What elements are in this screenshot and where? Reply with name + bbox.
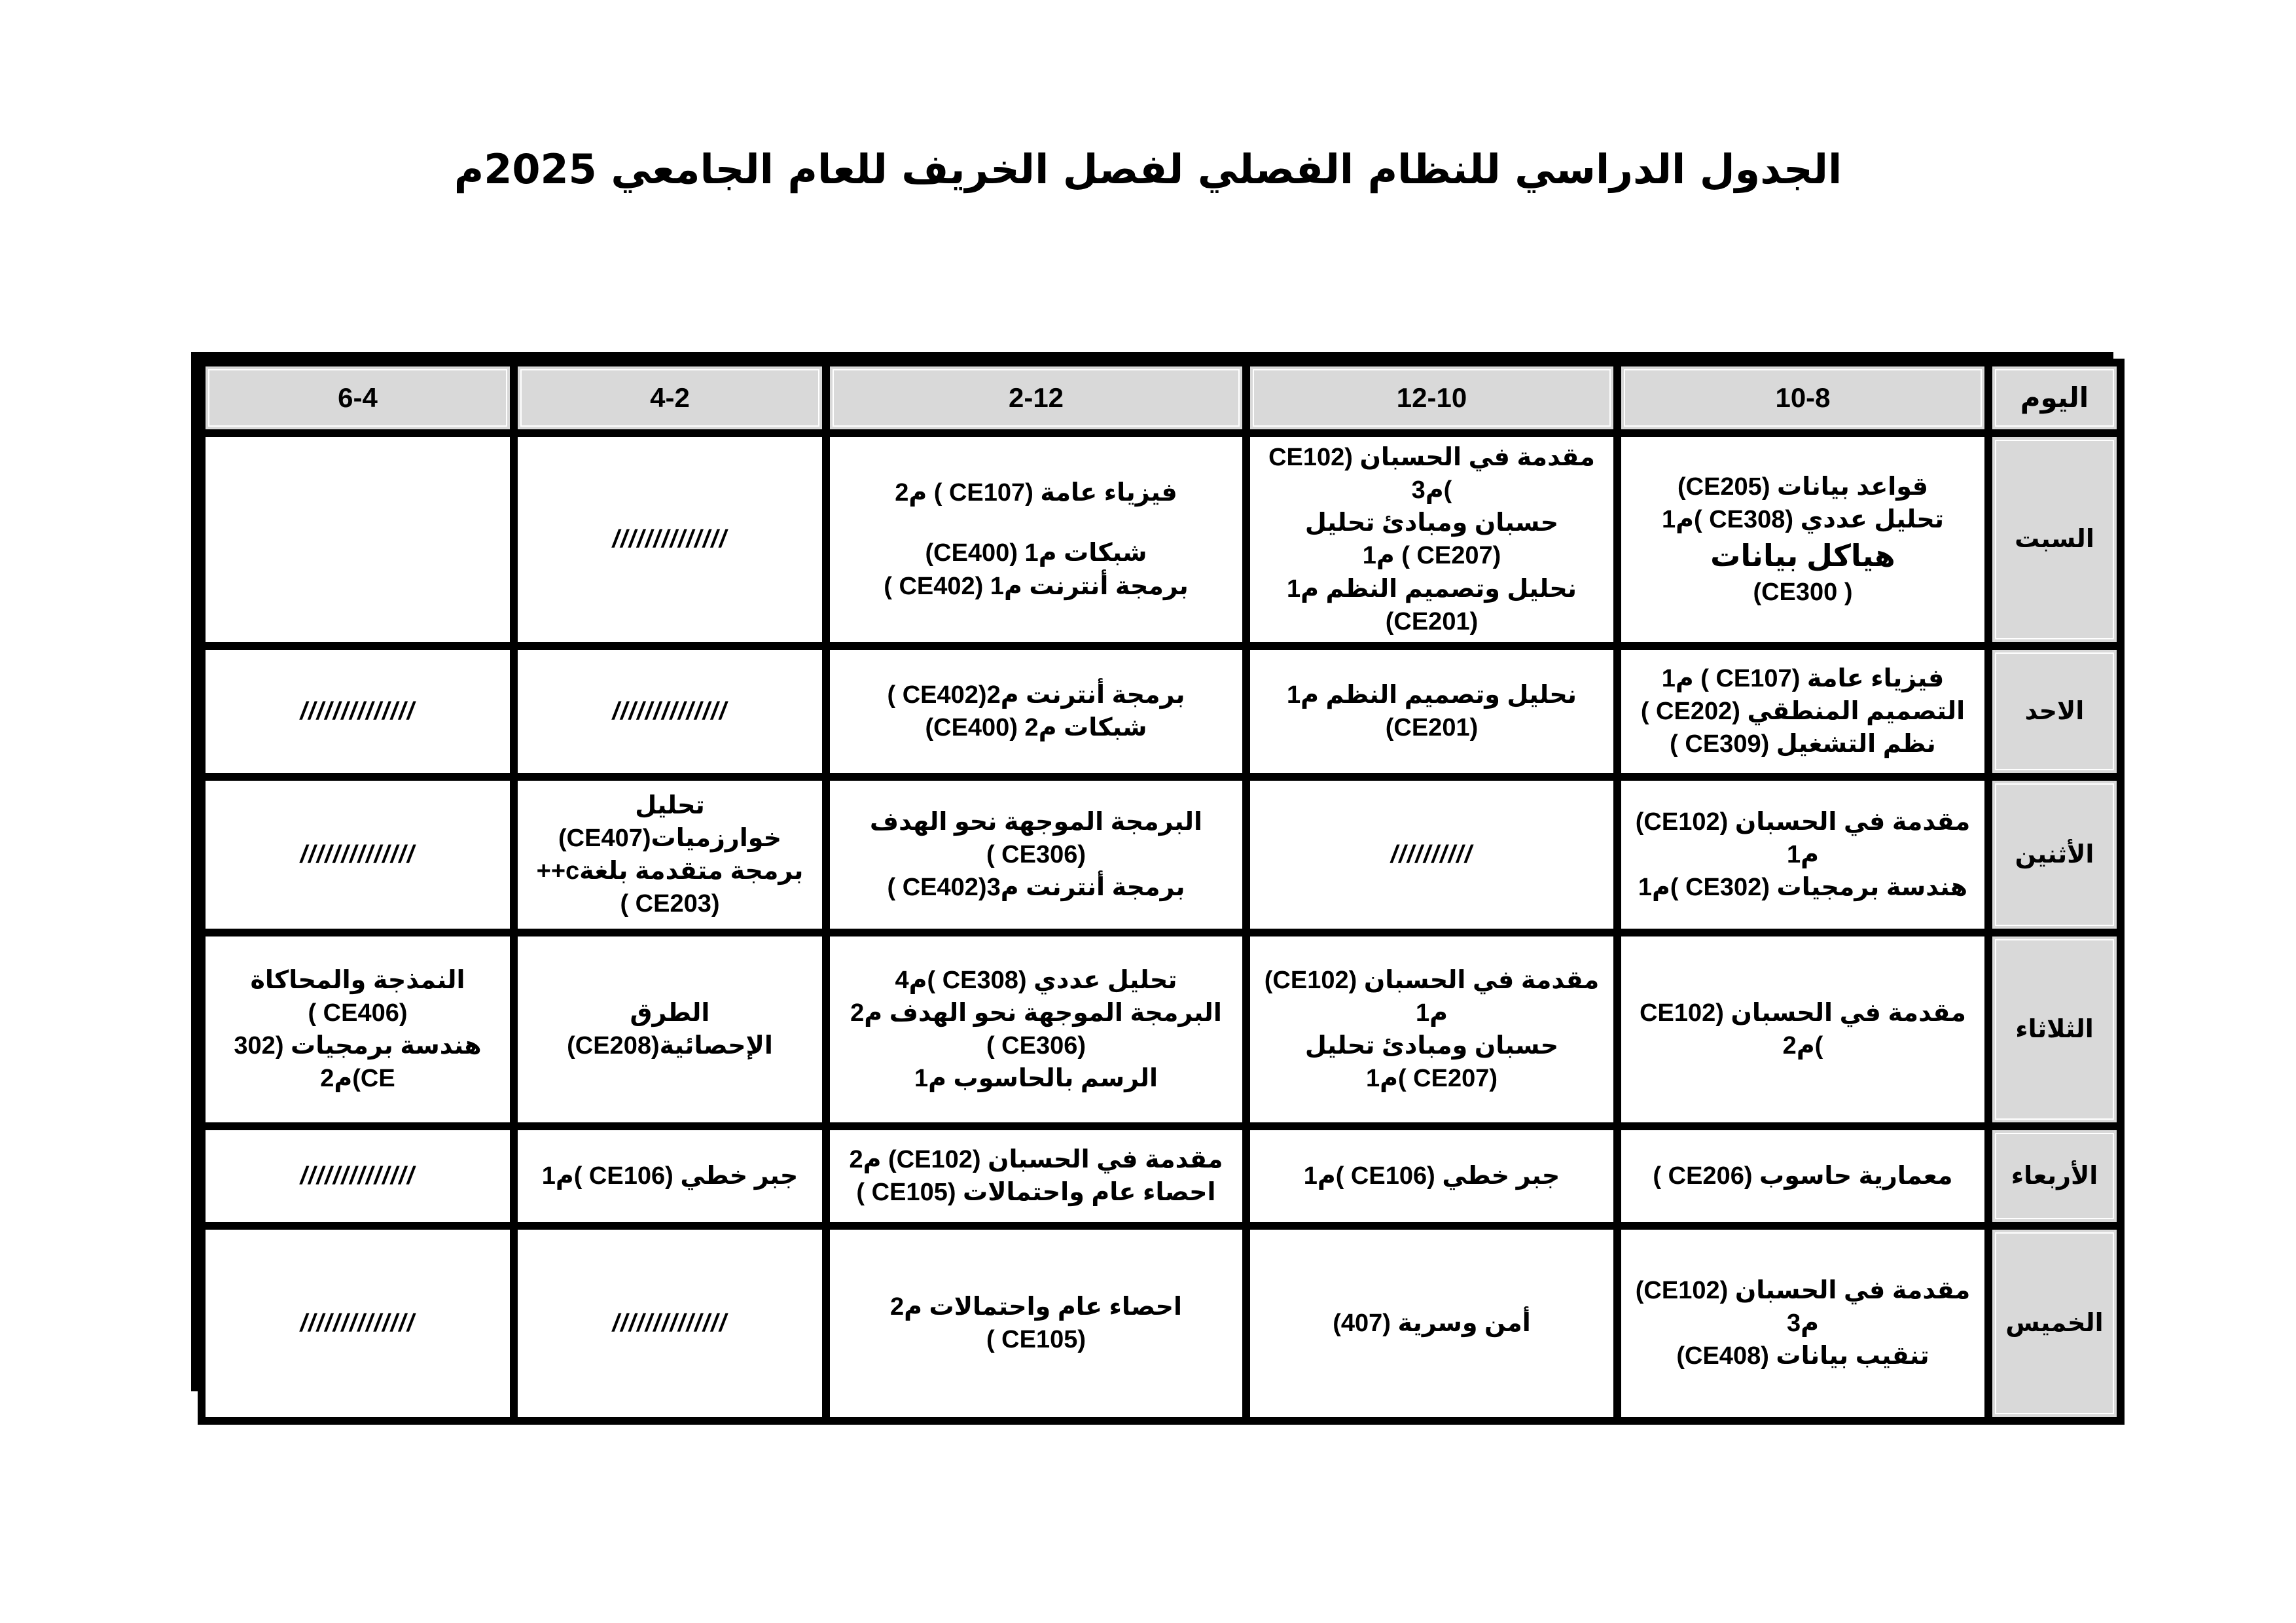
course-line: البرمجة الموجهة نحو الهدف [869, 808, 1203, 836]
schedule-cell [518, 650, 822, 773]
course-line: حسبان ومبادئ تحليل [1304, 509, 1559, 537]
course-line: قواعد بيانات (CE205) [1677, 473, 1929, 501]
course-line: معمارية حاسوب (CE206 ) [1653, 1162, 1953, 1190]
row-saturday [206, 437, 2117, 642]
course-line: (CE201) [1385, 607, 1479, 635]
header-day: اليوم [1992, 366, 2117, 429]
course-line: مقدمة في الحسبان (CE102 )م3 [1268, 444, 1595, 505]
row-sunday [206, 650, 2117, 773]
schedule-cell [518, 1130, 822, 1222]
course-line: تحليل عددي (CE308 )م4 [895, 966, 1177, 994]
course-line: جبر خطي (CE106 )م1 [541, 1162, 798, 1190]
course-line: برمجة أنترنت م1 (CE402 ) [884, 572, 1189, 600]
course-line: CE)م2 [320, 1065, 395, 1093]
empty-slot-marker: ////////// [1390, 840, 1473, 868]
course-line: مقدمة في الحسبان (CE102) م3 [1635, 1276, 1971, 1337]
empty-slot-marker: ////////////// [612, 697, 728, 725]
course-line: هندسة برمجيات (CE302 )م1 [1638, 874, 1968, 902]
schedule-cell [518, 781, 822, 929]
course-line: مقدمة في الحسبان (CE102) م1 [1635, 808, 1971, 868]
header-row [206, 366, 2117, 429]
header-slot-2-12: 2-12 [830, 366, 1242, 429]
course-line: أمن وسرية (407) [1333, 1309, 1531, 1337]
schedule-cell [830, 650, 1242, 773]
empty-slot-marker: ////////////// [300, 840, 416, 868]
day-cell: الثلاثاء [1992, 936, 2117, 1122]
row-tuesday [206, 936, 2117, 1122]
row-wednesday [206, 1130, 2117, 1222]
schedule-cell [1250, 781, 1613, 929]
course-line: نحليل وتصميم النظم م1 [1287, 681, 1577, 709]
course-line: البرمجة الموجهة نحو الهدف م2 [850, 999, 1222, 1027]
schedule-cell [1621, 781, 1984, 929]
course-line: الرسم بالحاسوب م1 [914, 1065, 1158, 1093]
header-slot-12-10: 12-10 [1250, 366, 1613, 429]
course-line: حسبان ومبادئ تحليل [1304, 1031, 1559, 1060]
schedule-cell [830, 936, 1242, 1122]
course-line: التصميم المنطقي (CE202 ) [1640, 697, 1965, 725]
day-cell: الاحد [1992, 650, 2117, 773]
schedule-cell [1250, 1230, 1613, 1417]
course-line: (CE306 ) [986, 840, 1086, 868]
schedule-cell [206, 1230, 510, 1417]
schedule-cell [206, 936, 510, 1122]
header-slot-4-2: 4-2 [518, 366, 822, 429]
schedule-cell [830, 781, 1242, 929]
schedule-cell [1250, 650, 1613, 773]
schedule-cell [206, 1130, 510, 1222]
schedule-cell [1621, 650, 1984, 773]
schedule-cell [1250, 437, 1613, 642]
schedule-cell [518, 936, 822, 1122]
course-line: جبر خطي (CE106 )م1 [1303, 1162, 1560, 1190]
course-line: تحليل عددي (CE308 )م1 [1661, 506, 1944, 534]
empty-slot-marker: ////////////// [300, 1309, 416, 1337]
schedule-cell [518, 1230, 822, 1417]
course-line: مقدمة في الحسبان (CE102) م1 [1264, 966, 1600, 1027]
day-cell: الأربعاء [1992, 1130, 2117, 1222]
course-line: (CE406 ) [308, 999, 408, 1027]
empty-slot-marker: ////////////// [612, 1309, 728, 1337]
course-line: (CE207 )م1 [1365, 1065, 1498, 1093]
schedule-cell [1621, 1130, 1984, 1222]
schedule-cell [1250, 1130, 1613, 1222]
course-line: مقدمة في الحسبان (CE102 )م2 [1640, 999, 1966, 1060]
course-line: برمجة أنترنت م2(CE402 ) [887, 681, 1185, 709]
header-slot-10-8: 10-8 [1621, 366, 1984, 429]
schedule-cell [830, 1230, 1242, 1417]
day-cell: الأثنين [1992, 781, 2117, 929]
empty-slot-marker: ////////////// [300, 1162, 416, 1190]
course-line: شبكات م1 (CE400) [925, 539, 1147, 567]
schedule-cell [206, 650, 510, 773]
schedule-table-frame [191, 352, 2113, 1391]
schedule-cell [206, 781, 510, 929]
course-line: نظم التشغيل (CE309 ) [1670, 730, 1936, 758]
empty-slot-marker: ////////////// [300, 697, 416, 725]
course-line: برمجة متقدمة بلغةc++ [536, 857, 804, 885]
course-line: (CE105 ) [986, 1325, 1086, 1353]
course-line: (CE201) [1385, 713, 1479, 741]
header-slot-6-4: 6-4 [206, 366, 510, 429]
course-line: ( CE300) [1753, 578, 1853, 606]
empty-slot-marker: ////////////// [612, 526, 728, 554]
schedule-cell [1621, 1230, 1984, 1417]
schedule-cell [830, 437, 1242, 642]
schedule-cell [830, 1130, 1242, 1222]
schedule-cell [518, 437, 822, 642]
course-line: تنقيب بيانات (CE408) [1676, 1342, 1929, 1370]
course-line: مقدمة في الحسبان (CE102) م2 [849, 1145, 1223, 1173]
course-line: هندسة برمجيات (302 [234, 1031, 482, 1060]
course-line: (CE306 ) [986, 1031, 1086, 1060]
course-line: برمجة أنترنت م3(CE402 ) [887, 874, 1185, 902]
course-line: النمذجة والمحاكاة [250, 966, 465, 994]
schedule-table [198, 359, 2125, 1425]
course-line: هياكل بيانات [1710, 539, 1895, 573]
course-line: شبكات م2 (CE400) [925, 713, 1147, 741]
day-cell: السبت [1992, 437, 2117, 642]
course-line: فيزياء عامة (CE107 ) م2 [895, 479, 1177, 507]
row-monday [206, 781, 2117, 929]
row-thursday [206, 1230, 2117, 1417]
course-line: (CE203 ) [620, 890, 720, 918]
schedule-cell [1621, 437, 1984, 642]
day-cell: الخميس [1992, 1230, 2117, 1417]
course-line: الطرق الإحصائية(CE208) [567, 999, 773, 1060]
course-line: فيزياء عامة (CE107 ) م1 [1661, 664, 1945, 692]
course-line: احصاء عام واحتمالات م2 [889, 1293, 1183, 1321]
schedule-cell [1250, 936, 1613, 1122]
course-line: (CE207 ) م1 [1362, 542, 1501, 570]
page-title: الجدول الدراسي للنظام الفصلي لفصل الخريف للعام الجامعي 2025م [454, 145, 1842, 193]
schedule-cell [1621, 936, 1984, 1122]
course-line: احصاء عام واحتمالات (CE105 ) [856, 1178, 1216, 1206]
schedule-cell [206, 437, 510, 642]
course-line: نحليل وتصميم النظم م1 [1287, 575, 1577, 603]
course-line: تحليل خوارزميات(CE407) [558, 791, 781, 852]
